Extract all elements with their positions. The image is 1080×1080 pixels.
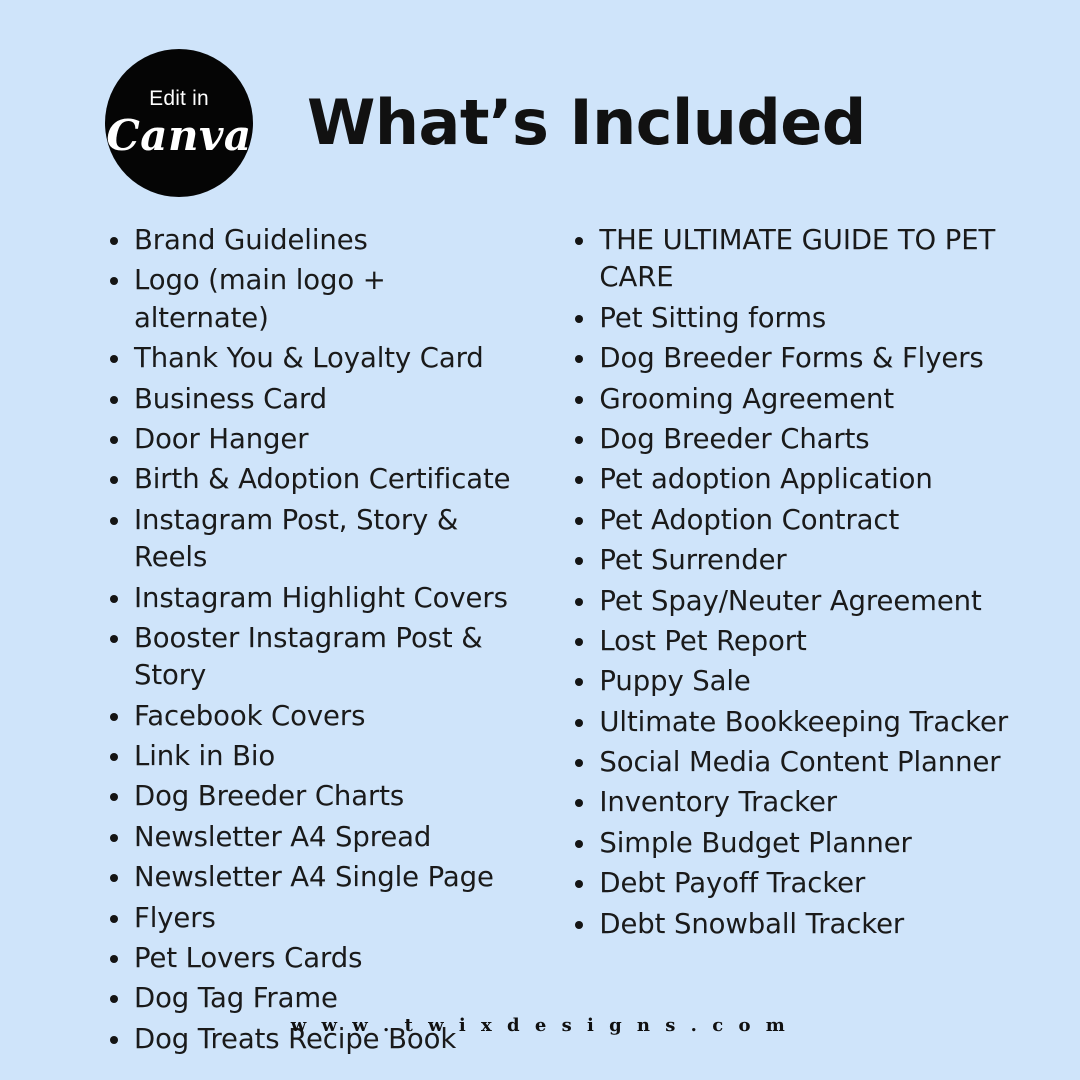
list-item: Debt Snowball Tracker <box>571 906 1020 943</box>
list-item: THE ULTIMATE GUIDE TO PET CARE <box>571 222 1020 297</box>
list-item: Brand Guidelines <box>106 222 527 259</box>
footer-website: w w w . t w i x d e s i g n s . c o m <box>290 1015 790 1036</box>
list-item: Booster Instagram Post & Story <box>106 620 527 695</box>
list-item: Lost Pet Report <box>571 623 1020 660</box>
right-column <box>553 222 1020 1061</box>
list-item: Birth & Adoption Certificate <box>106 461 527 498</box>
list-item: Social Media Content Planner <box>571 744 1020 781</box>
list-item: Dog Breeder Charts <box>571 421 1020 458</box>
list-item: Door Hanger <box>106 421 527 458</box>
list-item: Flyers <box>106 900 527 937</box>
list-item: Inventory Tracker <box>571 784 1020 821</box>
list-item: Pet Sitting forms <box>571 300 1020 337</box>
canva-logo-text: Canva <box>106 111 252 160</box>
list-item: Logo (main logo + alternate) <box>106 262 527 337</box>
page-title: What’s Included <box>307 85 866 159</box>
list-item: Pet Lovers Cards <box>106 940 527 977</box>
list-item: Newsletter A4 Spread <box>106 819 527 856</box>
list-item: Newsletter A4 Single Page <box>106 859 527 896</box>
list-item: Thank You & Loyalty Card <box>106 340 527 377</box>
list-item: Dog Treats Recipe Book <box>106 1021 527 1058</box>
list-item: Pet adoption Application <box>571 461 1020 498</box>
list-item: Ultimate Bookkeeping Tracker <box>571 704 1020 741</box>
list-item: Simple Budget Planner <box>571 825 1020 862</box>
header <box>0 0 1080 200</box>
left-column <box>60 222 527 1061</box>
list-item: Instagram Highlight Covers <box>106 580 527 617</box>
included-items-columns <box>0 200 1080 1061</box>
list-item: Pet Spay/Neuter Agreement <box>571 583 1020 620</box>
list-item: Pet Adoption Contract <box>571 502 1020 539</box>
list-item: Facebook Covers <box>106 698 527 735</box>
list-item: Grooming Agreement <box>571 381 1020 418</box>
list-item: Instagram Post, Story & Reels <box>106 502 527 577</box>
left-item-list <box>106 222 527 1058</box>
list-item: Dog Breeder Forms & Flyers <box>571 340 1020 377</box>
list-item: Pet Surrender <box>571 542 1020 579</box>
list-item: Link in Bio <box>106 738 527 775</box>
list-item: Dog Tag Frame <box>106 980 527 1017</box>
list-item: Business Card <box>106 381 527 418</box>
right-item-list <box>571 222 1020 943</box>
badge-edit-in-label: Edit in <box>149 87 209 110</box>
list-item: Debt Payoff Tracker <box>571 865 1020 902</box>
list-item: Puppy Sale <box>571 663 1020 700</box>
list-item: Dog Breeder Charts <box>106 778 527 815</box>
edit-in-canva-badge <box>105 49 253 197</box>
